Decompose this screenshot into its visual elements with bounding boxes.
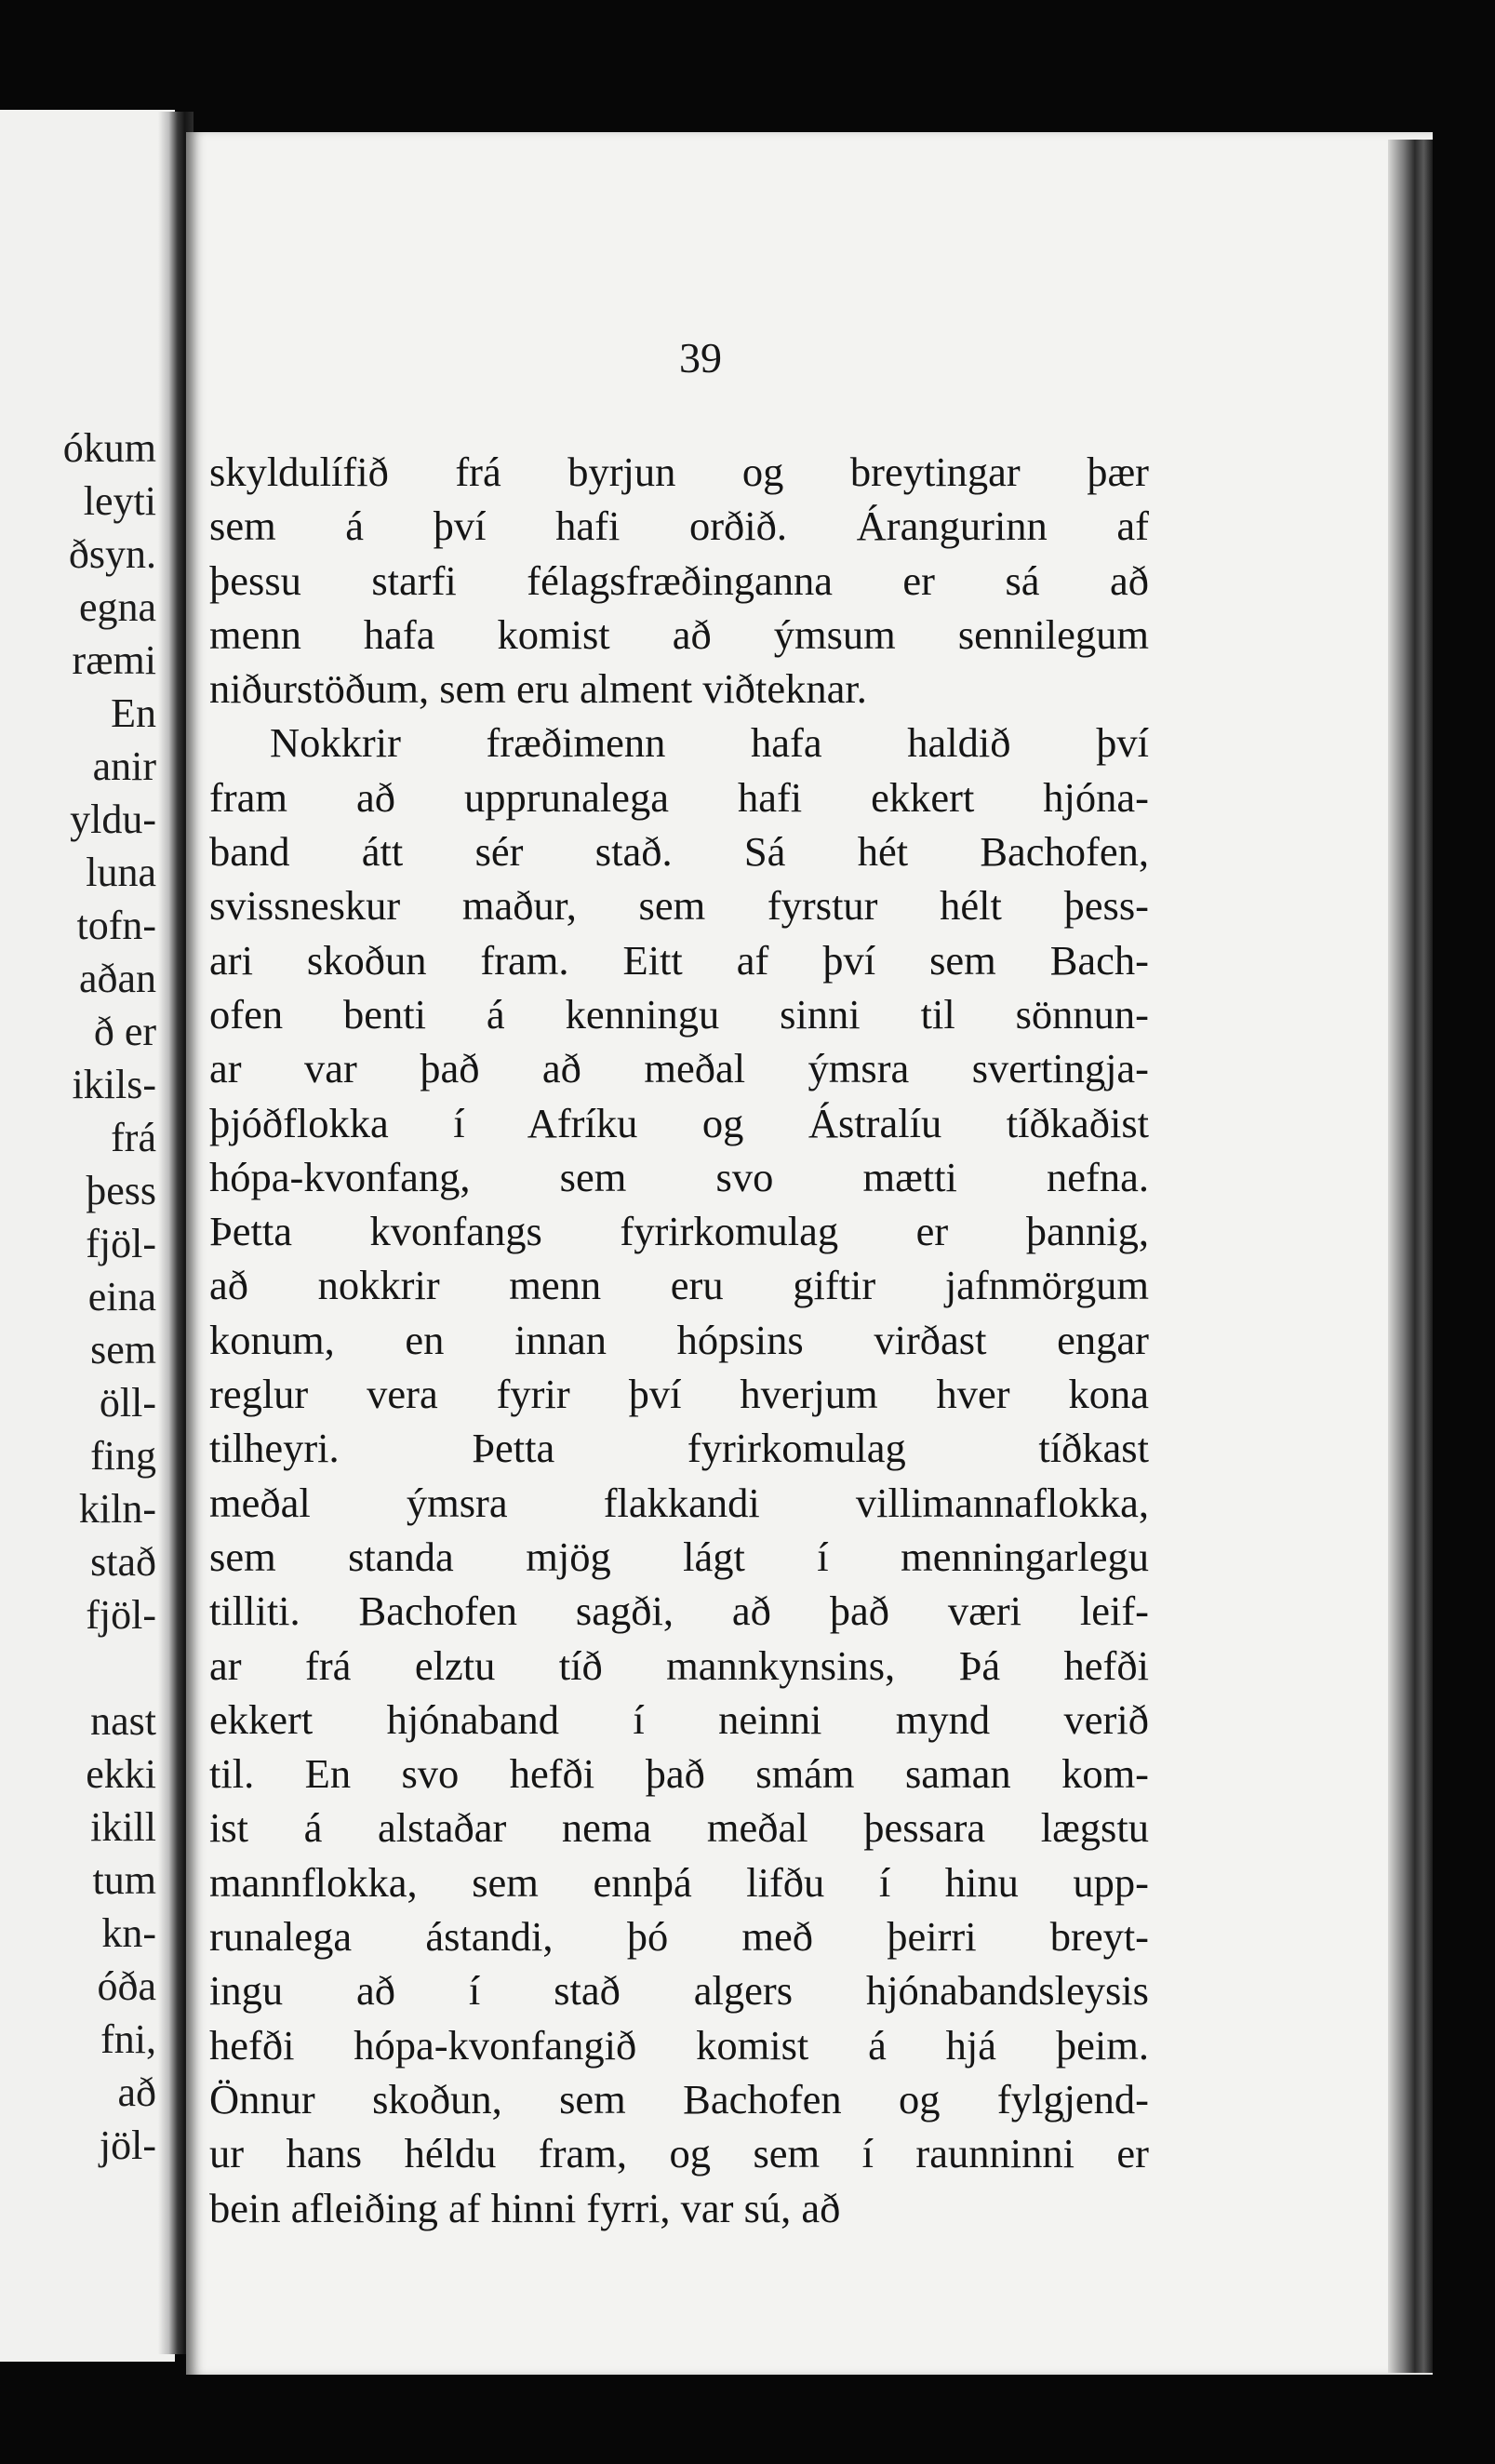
left-page-line: eina: [87, 1274, 156, 1319]
body-text-line: ari skoðun fram. Eitt af því sem Bach-: [209, 936, 1149, 984]
body-text-line: bein afleiðing af hinni fyrri, var sú, að: [209, 2184, 841, 2231]
left-page-line: stað: [90, 1539, 156, 1585]
left-page-line: fjöl-: [86, 1221, 156, 1266]
left-page-line: ðsyn.: [68, 531, 156, 577]
left-page-line: fni,: [100, 2016, 156, 2062]
left-page-line: fing: [90, 1433, 156, 1479]
left-page-line: leyti: [83, 478, 156, 524]
left-page-text: [0, 422, 156, 2172]
body-text-line: meðal ýmsra flakkandi villimannaflokka,: [209, 1479, 1149, 1526]
body-text-line: band átt sér stað. Sá hét Bachofen,: [209, 828, 1149, 876]
body-text-line: þjóðflokka í Afríku og Ástralíu tíðkaðist: [209, 1099, 1149, 1146]
left-page-line: En: [111, 690, 156, 736]
body-text-line: Önnur skoðun, sem Bachofen og fylgjend-: [209, 2075, 1149, 2123]
body-text-line: skyldulífið frá byrjun og breytingar þær: [209, 449, 1149, 495]
left-page-line: fjöl-: [86, 1592, 156, 1638]
body-text-line: þessu starfi félagsfræðinganna er sá að: [209, 556, 1149, 604]
body-text-line: ofen benti á kenningu sinni til sönnun-: [209, 990, 1149, 1038]
left-page-line: luna: [86, 850, 156, 895]
left-page-line: aðan: [78, 956, 156, 1001]
left-page-line: ókum: [62, 425, 156, 471]
left-page: [0, 110, 175, 2362]
body-text-line: Þetta kvonfangs fyrirkomulag er þannig,: [209, 1208, 1149, 1255]
body-text-line: konum, en innan hópsins virðast engar: [209, 1316, 1149, 1363]
body-text-line: ar frá elztu tíð mannkynsins, Þá hefði: [209, 1641, 1149, 1689]
body-text-line: niðurstöðum, sem eru alment viðteknar.: [209, 665, 867, 713]
body-text-line: tilliti. Bachofen sagði, að það væri leif-: [209, 1587, 1149, 1635]
body-text-line: sem standa mjög lágt í menningarlegu: [209, 1533, 1149, 1580]
body-text-line: að nokkrir menn eru giftir jafnmörgum: [209, 1262, 1149, 1309]
body-text-line: til. En svo hefði það smám saman kom-: [209, 1750, 1149, 1798]
body-text-line: runalega ástandi, þó með þeirri breyt-: [209, 1913, 1149, 1961]
left-page-line: tofn-: [76, 903, 156, 948]
left-page-line: yldu-: [70, 797, 156, 842]
left-page-line: frá: [111, 1115, 156, 1160]
body-text-line: ist á alstaðar nema meðal þessara lægstu: [209, 1804, 1149, 1852]
left-page-line: að: [117, 2069, 156, 2115]
body-text-line: Nokkrir fræðimenn hafa haldið því: [270, 719, 1149, 767]
body-text: [209, 445, 1149, 2235]
left-page-line: ræmi: [72, 637, 156, 683]
body-text-line: reglur vera fyrir því hverjum hver kona: [209, 1371, 1149, 1418]
body-text-line: sem á því hafi orðið. Árangurinn af: [209, 502, 1149, 550]
left-page-line: ekki: [86, 1751, 156, 1797]
body-text-line: menn hafa komist að ýmsum sennilegum: [209, 610, 1149, 658]
body-text-line: tilheyri. Þetta fyrirkomulag tíðkast: [209, 1425, 1149, 1472]
left-page-line: anir: [92, 743, 156, 789]
body-text-line: svissneskur maður, sem fyrstur hélt þess-: [209, 882, 1149, 930]
left-page-line: [0, 1641, 156, 1694]
body-text-line: fram að upprunalega hafi ekkert hjóna-: [209, 773, 1149, 821]
left-page-line: ikils-: [72, 1062, 156, 1107]
left-page-line: egna: [78, 584, 156, 630]
left-page-line: kn-: [101, 1910, 156, 1956]
left-page-line: óða: [97, 1963, 156, 2009]
left-page-line: nast: [90, 1698, 156, 1744]
body-text-line: ekkert hjónaband í neinni mynd verið: [209, 1695, 1149, 1743]
body-text-line: mannflokka, sem ennþá lifðu í hinu upp-: [209, 1858, 1149, 1906]
left-page-line: þess: [86, 1168, 156, 1213]
body-text-line: ar var það að meðal ýmsra svertingja-: [209, 1045, 1149, 1092]
left-page-line: jöl-: [99, 2123, 156, 2168]
left-page-line: ikill: [90, 1804, 156, 1850]
left-page-line: kiln-: [78, 1486, 156, 1532]
page-number: 39: [679, 334, 722, 382]
left-page-line: öll-: [99, 1380, 156, 1426]
left-page-line: sem: [90, 1327, 156, 1373]
body-text-line: hópa-kvonfang, sem svo mætti nefna.: [209, 1153, 1149, 1200]
body-text-line: ingu að í stað algers hjónabandsleysis: [209, 1967, 1149, 2015]
left-page-line: tum: [92, 1857, 156, 1903]
body-text-line: hefði hópa-kvonfangið komist á hjá þeim.: [209, 2021, 1149, 2069]
left-page-line: ð er: [93, 1009, 156, 1054]
body-text-line: ur hans héldu fram, og sem í raunninni er: [209, 2130, 1149, 2177]
right-page-edge: [1388, 140, 1433, 2373]
